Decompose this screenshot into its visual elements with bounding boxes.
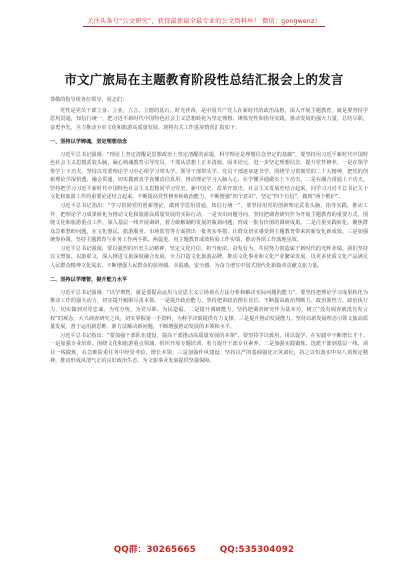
section1-paragraph-1: 习近平总书记强调：“理论上坚定清醒是思想政治上坚定清醒的前提，科学理论是理想信念坚定的基础”。要坚持用习近平新时代中国特色社会主义思想武装头脑，凝心铸魂教育引导党员，干部从思想上正本清源、固本培元，进一步坚定理想信念，提升党性修养，一是在领学带学上下功夫。坚持以党委理论学习中心组学习带头学、领导干部带头学、党员干部逐章逐节学，围绕学习贯彻党的二十大精神，把党的创新理论学深悟透、融会贯通，切实做到真学真懂真信真用，推动理论学习入脑入心，在学懂弄通做实上下功夫。二是在融合贯通上下功夫。坚持把学习习近平新时代中国特色社会主义思想同学习党史、新中国史、改革开放史、社会主义发展史结合起来，同学习习近平总书记关于文化和旅游工作的重要论述结合起来，不断提高党性修养和政治能力，不断增强“四个意识”，坚定“四个自信”，做到“两个维护”。 <box>50 151 368 201</box>
qq-number: QQ:535304092 <box>219 545 295 555</box>
section2-paragraph-2: 习近平总书记指出：“要加强干部队伍建设，提高干部推动高质量发展的本领”。要坚持学以致用、用以促学，在实践中不断增长才干。一是加强专业培训。围绕文化和旅游重点领域，组织开展专题培训，着力提升干部专业素养。二是加强实践锻炼。选派干部到基层一线、项目一线锻炼，在急难险重任务中经受考验、增长本领。三是加强作风建设。坚持以严的基调强化正风肃纪，持之以恒落实中央八项规定精神，推动形成风清气正的良好政治生态，为文旅事业发展提供坚强保障。 <box>50 332 368 365</box>
section2-paragraph-1: 习近平总书记强调：“以学增智，就是要提高运用马克思主义立场观点方法分析和解决实际问题的能力”。要坚持把理论学习成果转化为推动工作的强大动力，切实提升履职尽责本领。一是提升政治能力。坚持把讲政治摆在首位，不断提高政治判断力、政治领悟力、政治执行力，切实做到对党忠诚、为党分忧、为党尽职、为民造福。二是提升调研能力。坚持把调查研究作为基本功，树立“没有调查就没有发言权”的观念，大兴调查研究之风，切实掌握第一手资料，为科学决策提供有力支撑。三是提升推动发展能力。坚持以新发展理念引领文旅高质量发展，善于运用新思维、新方法解决新问题，不断增强推动发展的本领和水平。 <box>50 289 368 331</box>
document-body <box>50 96 368 366</box>
section-heading-2: 二、坚持以学增智，提升能力水平 <box>50 277 128 284</box>
intro-paragraph: 党性是党员干部立身、立业、立言、立德的基石。时光荏苒，是中国共产党人在新时代的政治品格，深入开展主题教育，就是要坚持学思用贯通，知信行统一，把习近平新时代中国特色社会主义思想转化为坚定理想、锤炼党性和指导实践，推动发展的强大力量。总结尽职，奋勇争先，全力推动全市文化和旅游高质量发展。现将有关工作进展情况汇报如下： <box>50 107 368 131</box>
section-heading-1: 一、坚持以学铸魂，坚定理想信念 <box>50 139 128 146</box>
top-banner <box>0 8 408 27</box>
section1-paragraph-3: 习近平总书记强调，要以强烈的历史主动精神，坚定文化自信，担当使命，奋发有为，共同努力创造属于新时代的光辉业绩。我们坚持以文塑旅、以旅彰文，深入推进文旅深度融合发展，全力打造文化旅游品牌，推动文化事业和文化产业繁荣发展，以更多优质文化产品满足人民群众精神文化需求，不断增强人民群众的获得感、幸福感、安全感，为奋力谱写中国式现代化新篇章贡献文旅力量。 <box>50 245 368 269</box>
qq-group-number: QQ群：30265665 <box>113 545 196 555</box>
section1-paragraph-2: 习近平总书记指出：“学习贯彻党的创新理论，做到学思用贯通，知信行统一”。要坚持用党的创新理论武装头脑、指导实践、推动工作，把理论学习成果转化为推动文化和旅游高质量发展的实际行动。一是突出问题导向。坚持把调查研究作为开展主题教育的重要方式，围绕文化和旅游重点工作，深入基层一线开展调研，着力破解制约发展的瓶颈问题，形成一批有价值的调研成果。二是注重实践转化。聚焦群众急难愁盼问题，在文化惠民、旅游服务、市场监管等方面推出一批务实举措，让群众切实感受到主题教育带来的新变化新成效。三是加强统筹协调。坚持主题教育与业务工作两手抓、两促进，用主题教育成效检验工作实绩，推动各项工作落地见效。 <box>50 203 368 244</box>
greeting: 尊敬的指导组各位领导、同志们： <box>50 97 128 103</box>
footer-contact <box>0 543 408 555</box>
page-title: 市文广旅局在主题教育阶段性总结汇报会上的发言 <box>64 72 344 87</box>
banner-text: 关注头条号“公文研究”，获得最新最全最专业的公文资料库！ 微信：gongwenz） <box>83 16 325 27</box>
